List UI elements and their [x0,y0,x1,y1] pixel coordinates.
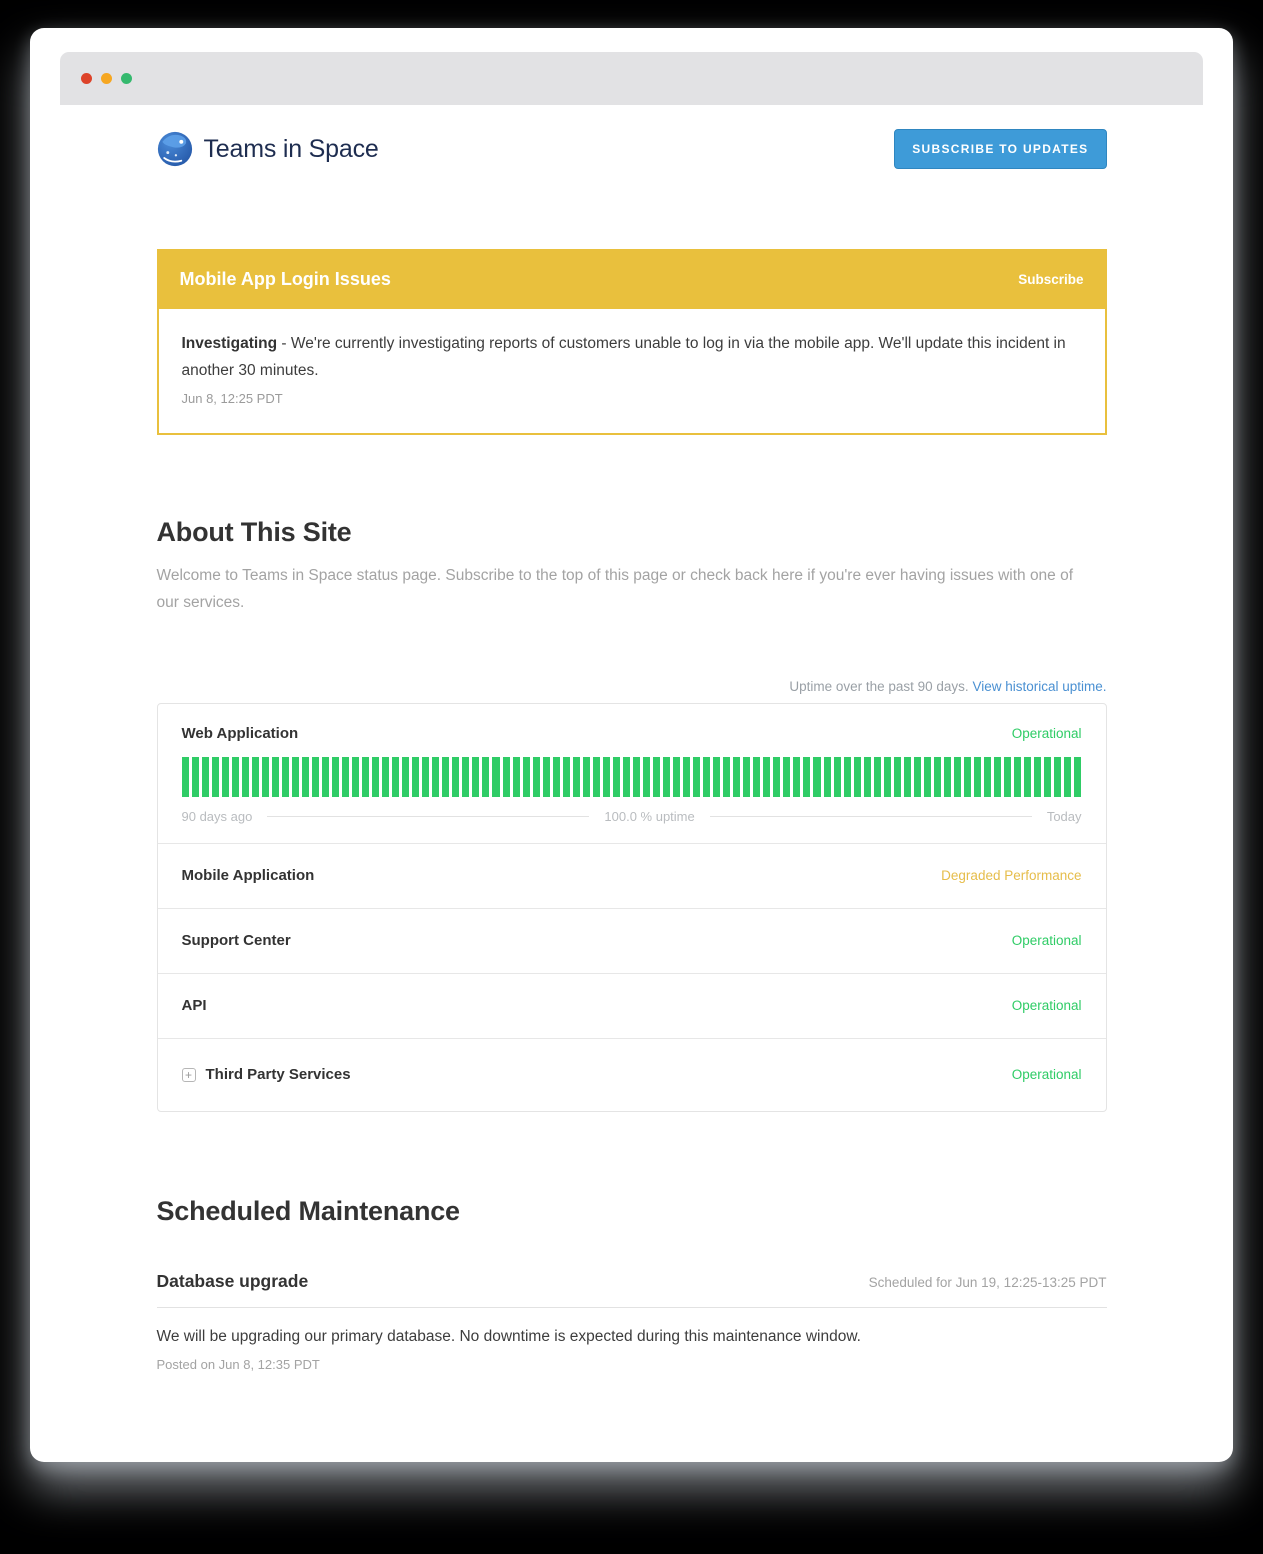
subscribe-to-updates-button[interactable]: SUBSCRIBE TO UPDATES [894,129,1106,169]
uptime-day-bar [854,757,861,797]
component-name: Mobile Application [181,867,315,885]
uptime-day-bar [422,757,429,797]
uptime-day-bar [824,757,831,797]
uptime-day-bar [793,757,800,797]
uptime-day-bar [492,757,499,797]
component-row-third-party-services [158,1038,1106,1111]
axis-divider [710,816,1032,817]
uptime-day-bar [533,757,540,797]
uptime-day-bar [733,757,740,797]
uptime-day-bar [924,757,931,797]
uptime-day-bar [442,757,449,797]
uptime-day-bar [282,757,289,797]
uptime-day-bar [412,757,419,797]
incident-card [157,249,1107,435]
incident-message [182,330,1082,384]
uptime-day-bar [573,757,580,797]
uptime-day-bar [954,757,961,797]
axis-divider [267,816,589,817]
incident-timestamp: Jun 8, 12:25 PDT [181,391,283,407]
uptime-day-bar [964,757,971,797]
uptime-day-bar [1044,757,1051,797]
status-badge: Operational [1011,1067,1082,1083]
uptime-day-bar [944,757,951,797]
uptime-day-bar [1024,757,1031,797]
uptime-day-bar [382,757,389,797]
uptime-day-bar [984,757,991,797]
component-row-support-center [158,908,1106,973]
uptime-day-bar [503,757,510,797]
uptime-day-bar [613,757,620,797]
close-window-button[interactable] [81,73,92,84]
plus-expander-icon[interactable]: + [182,1068,196,1082]
uptime-day-bar [673,757,680,797]
uptime-day-bar [272,757,279,797]
uptime-day-bar [312,757,319,797]
component-name: Web Application [181,724,299,742]
uptime-day-bar [813,757,820,797]
uptime-day-bar [914,757,921,797]
about-body: Welcome to Teams in Space status page. Subscribe to the top of this page or check back here if you're ever having issues with one of our services. [156,567,1074,611]
uptime-day-bar [803,757,810,797]
component-row-web-application [158,704,1106,843]
uptime-day-bar [1004,757,1011,797]
incident-body [157,309,1107,435]
uptime-day-bar [994,757,1001,797]
uptime-day-bar [683,757,690,797]
uptime-day-bar [472,757,479,797]
uptime-day-bar [593,757,600,797]
incident-message-text: - We're currently investigating reports of customers unable to log in via the mobile app. We'll update this incident in another 30 minutes. [181,335,1066,380]
maintenance-body: We will be upgrading our primary database. No downtime is expected during this maintenance window. [156,1327,861,1345]
uptime-day-bar [322,757,329,797]
uptime-day-bar [583,757,590,797]
uptime-day-bar [362,757,369,797]
maximize-window-button[interactable] [121,73,132,84]
uptime-day-bar [402,757,409,797]
uptime-day-bar [723,757,730,797]
uptime-day-bar [192,757,199,797]
incident-subscribe-link[interactable]: Subscribe [1018,271,1084,287]
incident-title: Mobile App Login Issues [179,268,391,289]
uptime-day-bar [633,757,640,797]
uptime-day-bar [1014,757,1021,797]
maintenance-posted-timestamp: Posted on Jun 8, 12:35 PDT [156,1357,320,1373]
uptime-day-bar [232,757,239,797]
uptime-day-bar [693,757,700,797]
brand-logo[interactable] [157,131,379,167]
uptime-day-bar [372,757,379,797]
uptime-day-bar [292,757,299,797]
uptime-day-bar [513,757,520,797]
uptime-day-bar [352,757,359,797]
uptime-bars [182,757,1082,797]
uptime-day-bar [543,757,550,797]
uptime-day-bar [1034,757,1041,797]
uptime-day-bar [663,757,670,797]
uptime-day-bar [834,757,841,797]
maintenance-schedule: Scheduled for Jun 19, 12:25-13:25 PDT [868,1274,1107,1290]
uptime-day-bar [462,757,469,797]
uptime-day-bar [773,757,780,797]
uptime-day-bar [904,757,911,797]
maintenance-title: Scheduled Maintenance [156,1195,460,1226]
component-row-header [182,725,1082,742]
uptime-meta-text: Uptime over the past 90 days. [789,678,969,694]
incident-header [157,249,1107,309]
about-section [157,517,1107,616]
uptime-day-bar [1064,757,1071,797]
uptime-day-bar [753,757,760,797]
uptime-day-bar [884,757,891,797]
uptime-day-bar [432,757,439,797]
uptime-day-bar [643,757,650,797]
uptime-day-bar [563,757,570,797]
uptime-day-bar [242,757,249,797]
status-page-content [157,125,1107,1372]
status-badge: Operational [1011,725,1082,741]
uptime-day-bar [392,757,399,797]
view-historical-uptime-link[interactable]: View historical uptime. [972,678,1107,694]
uptime-day-bar [713,757,720,797]
uptime-day-bar [202,757,209,797]
uptime-day-bar [523,757,530,797]
uptime-meta-line [157,679,1107,703]
axis-right-label: Today [1046,808,1082,824]
component-name: API [181,997,207,1015]
uptime-day-bar [623,757,630,797]
uptime-day-bar [452,757,459,797]
uptime-day-bar [262,757,269,797]
uptime-day-bar [332,757,339,797]
uptime-day-bar [974,757,981,797]
uptime-day-bar [603,757,610,797]
uptime-day-bar [342,757,349,797]
browser-window [30,28,1233,1462]
incident-status-label: Investigating [181,335,278,352]
uptime-day-bar [553,757,560,797]
uptime-day-bar [222,757,229,797]
component-row-mobile-application [158,843,1106,908]
planet-logo-icon [157,131,193,167]
components-list [157,703,1107,1112]
uptime-day-bar [743,757,750,797]
brand-name: Teams in Space [203,134,379,163]
uptime-axis [182,809,1082,824]
component-name: Support Center [181,932,291,950]
uptime-day-bar [1054,757,1061,797]
uptime-day-bar [703,757,710,797]
about-title: About This Site [156,517,352,548]
component-row-api [158,973,1106,1038]
minimize-window-button[interactable] [101,73,112,84]
uptime-day-bar [783,757,790,797]
maintenance-event-title: Database upgrade [156,1270,309,1291]
uptime-day-bar [874,757,881,797]
component-name: Third Party Services [205,1066,351,1084]
uptime-day-bar [763,757,770,797]
uptime-day-bar [894,757,901,797]
uptime-day-bar [653,757,660,797]
site-header [157,125,1107,173]
uptime-day-bar [182,757,189,797]
uptime-day-bar [212,757,219,797]
axis-center-label: 100.0 % uptime [604,808,695,824]
component-name-group [182,1066,351,1083]
maintenance-event-row [157,1271,1107,1308]
maintenance-section [157,1196,1107,1373]
status-badge: Operational [1011,998,1082,1014]
uptime-day-bar [1074,757,1081,797]
status-badge: Degraded Performance [941,868,1082,884]
uptime-day-bar [482,757,489,797]
uptime-day-bar [252,757,259,797]
uptime-day-bar [934,757,941,797]
uptime-day-bar [864,757,871,797]
browser-titlebar [60,52,1203,105]
status-badge: Operational [1011,933,1082,949]
uptime-day-bar [302,757,309,797]
uptime-day-bar [844,757,851,797]
axis-left-label: 90 days ago [181,808,253,824]
